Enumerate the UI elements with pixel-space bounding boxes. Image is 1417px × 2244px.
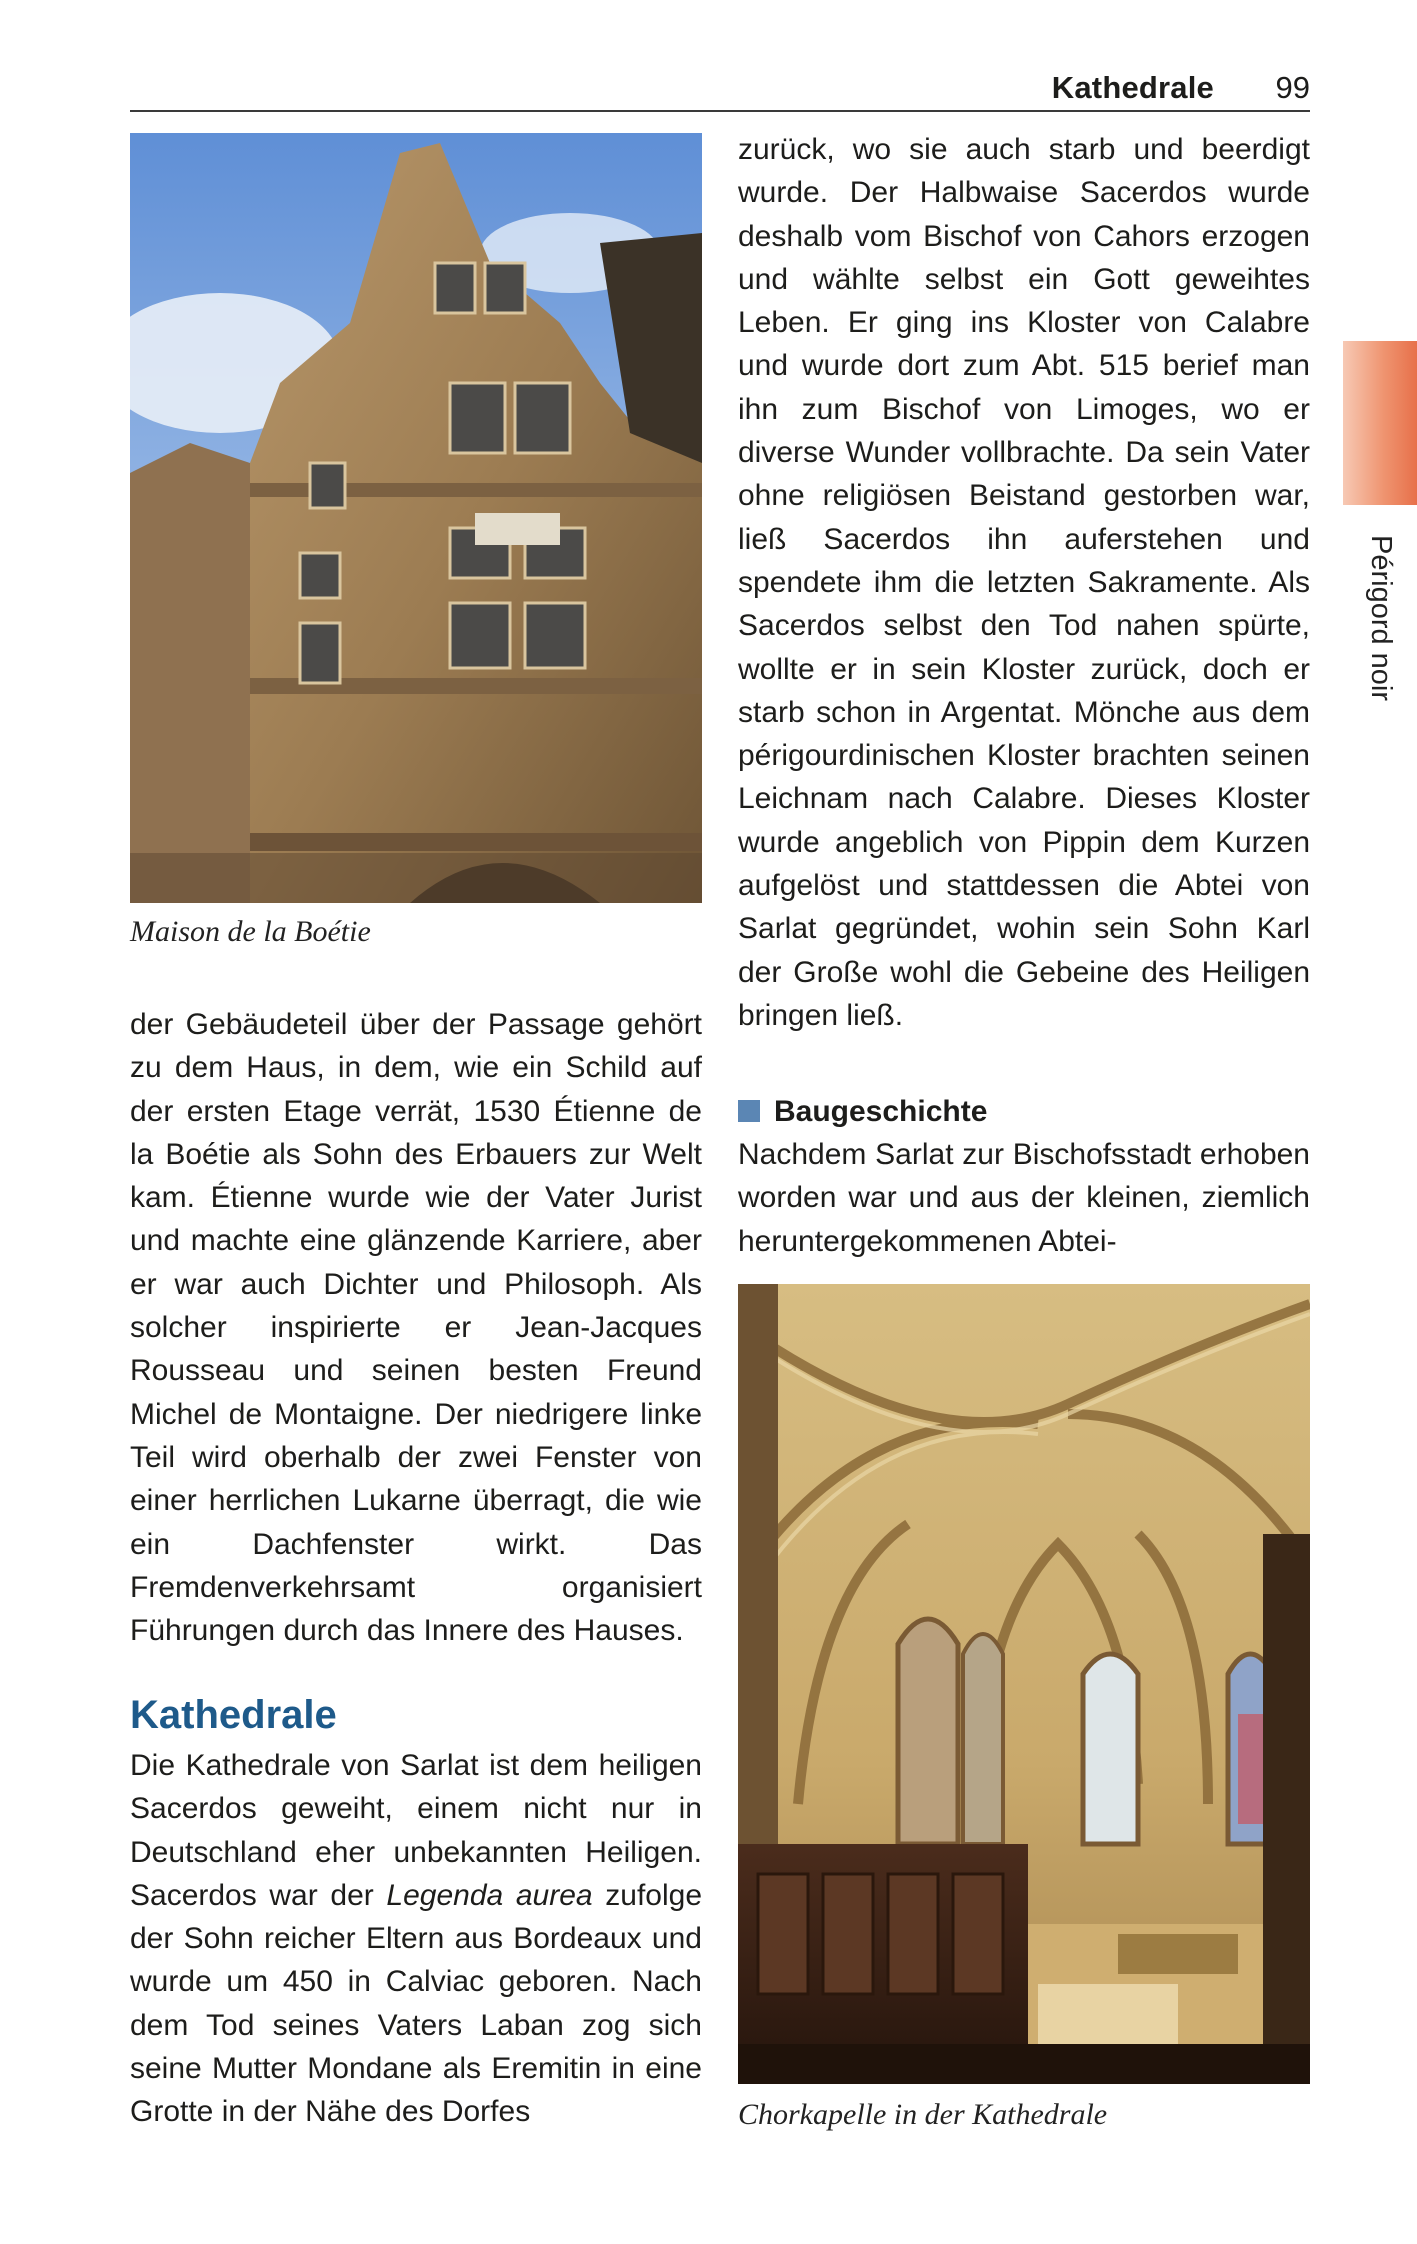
figure-caption-2: Chorkapelle in der Kathedrale bbox=[738, 2098, 1108, 2131]
chapter-tab bbox=[1343, 341, 1417, 505]
paragraph-kathedrale bbox=[130, 1744, 702, 2134]
right-column-baugeschichte-text bbox=[738, 1133, 1310, 1263]
subheading-label: Baugeschichte bbox=[774, 1095, 988, 1128]
paragraph-baugeschichte: Nachdem Sarlat zur Bischofsstadt erhoben worden war und aus der kleinen, ziemlich heruntergekommenen Abtei- bbox=[738, 1138, 1310, 1258]
left-column-text bbox=[130, 1003, 702, 1652]
paragraph-sacerdos: zurück, wo sie auch starb und beerdigt wurde. Der Halbwaise Sacerdos wurde deshalb vom Bischof von Cahors erzogen und wählte selbst ein Gott geweihtes Leben. Er ging ins Kloster von Calabre und wurde dort zum Abt. 515 berief man ihn zum Bischof von Limoges, wo er diverse Wunder vollbrachte. Da sein Vater ohne religiösen Beistand gestorben war, ließ Sacerdos ihn auferstehen und spendete ihm die letzten Sakramente. Als Sacerdos selbst den Tod nahen spürte, wollte er in sein Kloster zurück, doch er starb schon in Argentat. Mönche aus dem périgourdinischen Kloster brachten seinen Leichnam nach Calabre. Dieses Kloster wurde angeblich von Pippin dem Kurzen aufgelöst und stattdessen die Abtei von Sarlat gegründet, wohin sein Sohn Karl der Große wohl die Gebeine des Heiligen bringen ließ. bbox=[738, 133, 1310, 1032]
subheading-baugeschichte bbox=[738, 1090, 987, 1133]
running-title: Kathedrale bbox=[1051, 70, 1214, 105]
figure-caption-1: Maison de la Boétie bbox=[130, 915, 371, 948]
left-column-kathedrale-text bbox=[130, 1744, 702, 2134]
right-column-text bbox=[738, 128, 1310, 1037]
page-number: 99 bbox=[1275, 70, 1310, 105]
paragraph-kathedrale-part-b: zufolge der Sohn reicher Eltern aus Bordeaux und wurde um 450 in Calviac geboren. Nach dem Tod seines Vaters Laban zog sich seine Mutter Mondane als Eremitin in eine Grotte in der Nähe des Dorfes bbox=[130, 1878, 703, 2129]
photo-maison-de-la-boetie bbox=[130, 133, 702, 903]
paragraph-kathedrale-part-a: Die Kathedrale von Sarlat ist dem heiligen Sacerdos geweiht, einem nicht nur in Deutschland eher unbekannten Heiligen. Sacerdos war der bbox=[130, 1749, 702, 1912]
running-header bbox=[130, 68, 1310, 112]
photo-chorkapelle bbox=[738, 1284, 1310, 2084]
chapter-tab-label: Périgord noir bbox=[1365, 535, 1397, 702]
bullet-square-icon bbox=[738, 1100, 760, 1122]
paragraph-maison: der Gebäudeteil über der Passage gehört zu dem Haus, in dem, wie ein Schild auf der ersten Etage verrät, 1530 Étienne de la Boétie als Sohn des Erbauers zur Welt kam. Étienne wurde wie der Vater Jurist und machte eine glänzende Karriere, aber er war auch Dichter und Philosoph. Als solcher inspirierte er Jean-Jacques Rousseau und seinen besten Freund Michel de Montaigne. Der niedrigere linke Teil wird oberhalb der zwei Fenster von einer herrlichen Lukarne überragt, die wie ein Dachfenster wirkt. Das Fremdenverkehrsamt organisiert Führungen durch das Innere des Hauses. bbox=[130, 1008, 702, 1648]
section-heading-kathedrale: Kathedrale bbox=[130, 1693, 337, 1737]
italic-legenda-aurea: Legenda aurea bbox=[386, 1878, 593, 1912]
